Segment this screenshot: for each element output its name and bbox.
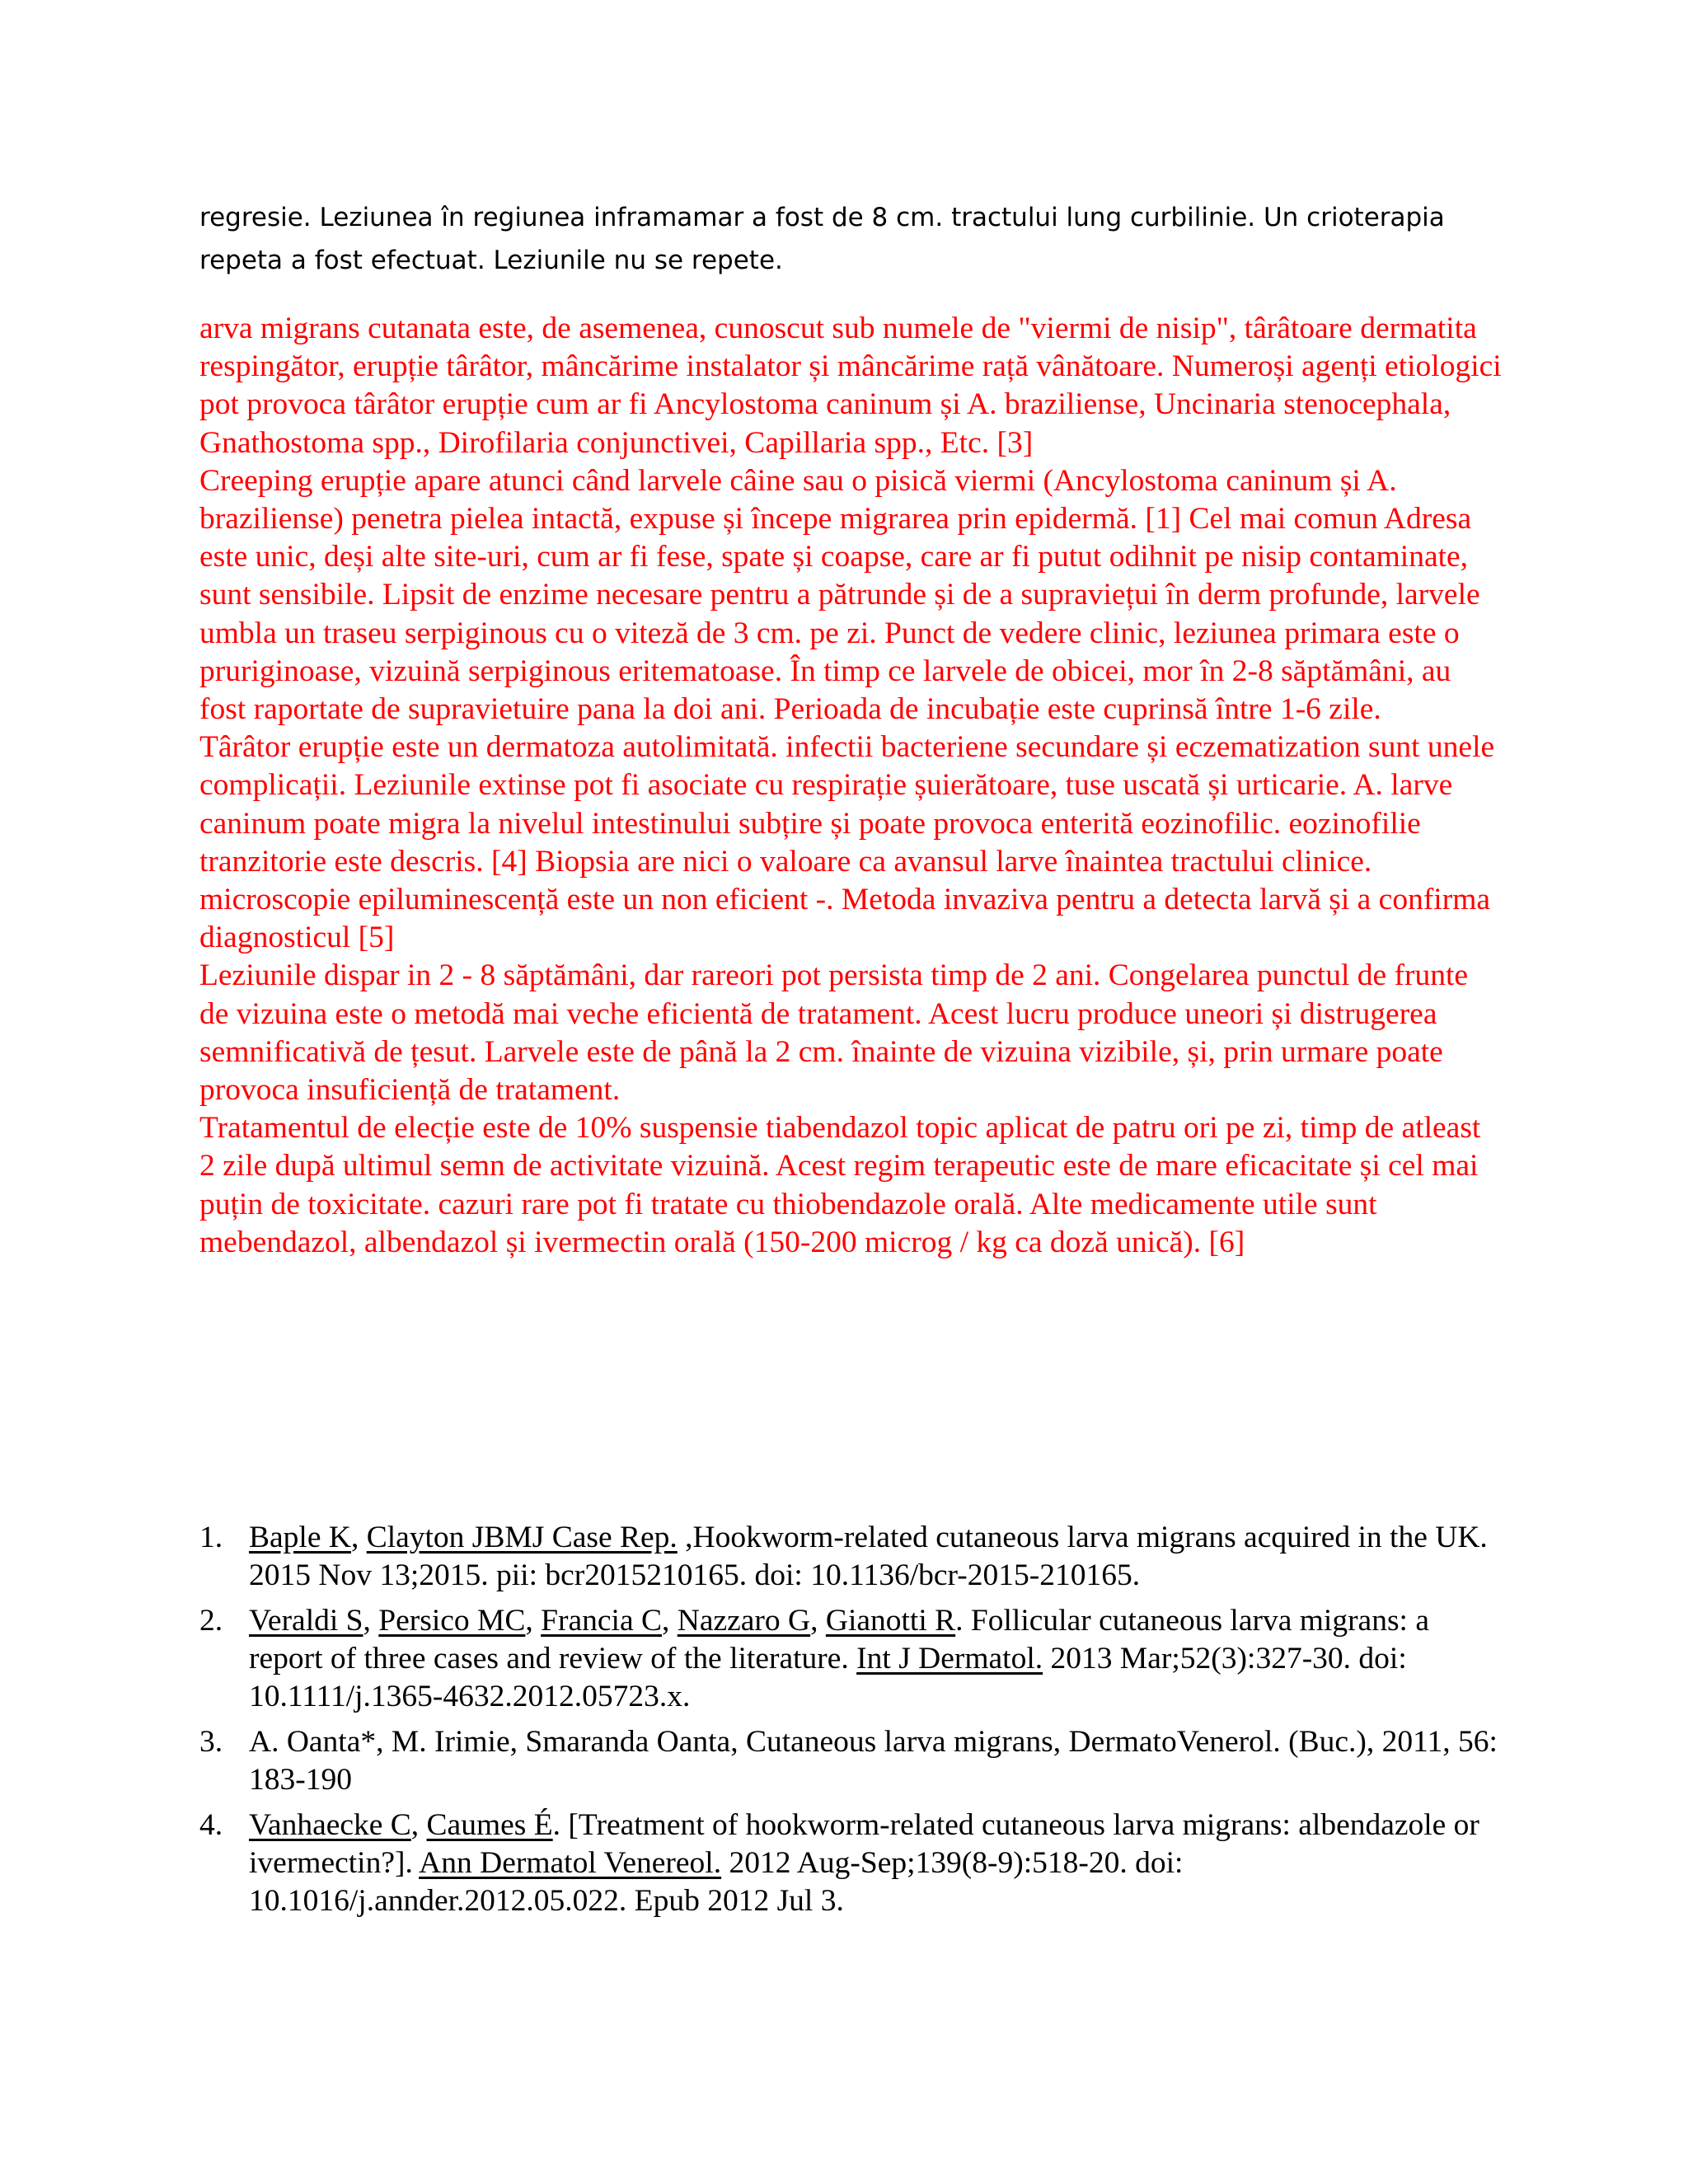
reference-item-3 xyxy=(199,1723,1502,1799)
body-paragraph-5: Tratamentul de elecție este de 10% suspensie tiabendazol topic aplicat de patru ori pe zi, timp de atleast 2 zile după ultimul semn de activitate vizuină. Acest regim terapeutic este de mare eficacitate și cel mai puțin de toxicitate. cazuri rare pot fi tratate cu thiobendazole orală. Alte medicamente utile sunt mebendazol, albendazol și ivermectin orală (150-200 microg / kg ca doză unică). [6] xyxy=(199,1111,1481,1259)
author-link[interactable]: Caumes É xyxy=(426,1808,553,1842)
reference-number: 1. xyxy=(199,1521,223,1554)
author-link[interactable]: Francia C xyxy=(541,1604,662,1638)
journal-link[interactable]: Int J Dermatol. xyxy=(856,1642,1043,1675)
reference-text: A. Oanta*, M. Irimie, Smaranda Oanta, Cutaneous larva migrans, DermatoVenerol. (Buc.), 2011, 56: 183-190 xyxy=(249,1725,1498,1797)
body-paragraph-2: Creeping erupție apare atunci când larvele câine sau o pisică viermi (Ancylostoma caninum și A. braziliense) penetra pielea intactă, expuse și începe migrarea prin epidermă. [1] Cel mai comun Adresa este unic, deși alte site-uri, cum ar fi fese, spate și coapse, care ar fi putut odihnit pe nisip contaminate, sunt sensibile. Lipsit de enzime necesare pentru a pătrunde și de a supraviețui în derm profunde, larvele umbla un traseu serpiginous cu o viteză de 3 cm. pe zi. Punct de vedere clinic, leziunea primara este o pruriginoase, vizuină serpiginous eritematoase. În timp ce larvele de obicei, mor în 2-8 săptămâni, au fost raportate de supravietuire pana la doi ani. Perioada de incubație este cuprinsă între 1-6 zile. xyxy=(199,463,1480,727)
author-link[interactable]: Gianotti R xyxy=(825,1604,956,1638)
body-paragraph-1: arva migrans cutanata este, de asemenea, cunoscut sub numele de "viermi de nisip", târâtoare dermatita respingător, erupție târâtor, mâncărime instalator și mâncărime rață vânătoare. Numeroși agenți etiologici pot provoca târâtor erupție cum ar fi Ancylostoma caninum și A. braziliense, Uncinaria stenocephala, Gnathostoma spp., Dirofilaria conjunctivei, Capillaria spp., Etc. [3] xyxy=(199,312,1502,460)
article-body xyxy=(199,310,1502,1262)
author-link[interactable]: Nazzaro G xyxy=(677,1604,811,1638)
author-link[interactable]: Veraldi S xyxy=(249,1604,363,1638)
reference-text: . Follicular cutaneous larva migrans: a report of three cases and review of the literature. xyxy=(249,1604,1429,1675)
reference-number: 3. xyxy=(199,1725,223,1759)
separator: , xyxy=(350,1521,367,1554)
reference-list xyxy=(199,1519,1502,1928)
reference-text: ,Hookworm-related cutaneous larva migrans acquired in the UK. 2015 Nov 13;2015. pii: bcr2015210165. doi: 10.1136/bcr-2015-210165. xyxy=(249,1521,1488,1592)
reference-number: 2. xyxy=(199,1604,223,1638)
reference-text: . [Treatment of hookworm-related cutaneous larva migrans: albendazole or ivermectin?]. xyxy=(249,1808,1479,1880)
author-link[interactable]: Vanhaecke C xyxy=(249,1808,411,1842)
author-link[interactable]: Persico MC xyxy=(378,1604,526,1638)
separator: , xyxy=(363,1604,379,1638)
separator: , xyxy=(662,1604,678,1638)
separator: , xyxy=(525,1604,542,1638)
author-link[interactable]: Baple K xyxy=(249,1521,351,1554)
reference-number: 4. xyxy=(199,1808,223,1842)
author-link[interactable]: Clayton JBMJ Case Rep. xyxy=(366,1521,678,1554)
reference-text: 2013 Mar;52(3):327-30. doi: 10.1111/j.1365-4632.2012.05723.x. xyxy=(249,1642,1407,1713)
body-paragraph-4: Leziunile dispar in 2 - 8 săptămâni, dar rareori pot persista timp de 2 ani. Congelarea punctul de frunte de vizuina este o metodă mai veche eficientă de tratament. Acest lucru produce uneori și distrugerea semnificativă de țesut. Larvele este de până la 2 cm. înainte de vizuina vizibile, și, prin urmare poate provoca insuficiență de tratament. xyxy=(199,958,1469,1108)
reference-item-2 xyxy=(199,1602,1502,1716)
separator: , xyxy=(410,1808,427,1842)
reference-item-1 xyxy=(199,1519,1502,1595)
journal-link[interactable]: Ann Dermatol Venereol. xyxy=(419,1846,722,1880)
reference-text: 2012 Aug-Sep;139(8-9):518-20. doi: 10.1016/j.annder.2012.05.022. Epub 2012 Jul 3. xyxy=(249,1846,1184,1918)
separator: , xyxy=(810,1604,826,1638)
body-paragraph-3: Târâtor erupție este un dermatoza autolimitată. infectii bacteriene secundare și eczematization sunt unele complicații. Leziunile extinse pot fi asociate cu respirație șuierătoare, tuse uscată și urticarie. A. larve caninum poate migra la nivelul intestinului subțire și poate provoca enterită eozinofilic. eozinofilie tranzitorie este descris. [4] Biopsia are nici o valoare ca avansul larve înaintea tractului clinice. microscopie epiluminescență este un non eficient -. Metoda invaziva pentru a detecta larvă și a confirma diagnosticul [5] xyxy=(199,730,1495,955)
reference-item-4 xyxy=(199,1807,1502,1920)
intro-paragraph: regresie. Leziunea în regiunea inframamar a fost de 8 cm. tractului lung curbilinie. Un crioterapia repeta a fost efectuat. Leziunile nu se repete. xyxy=(199,203,1445,275)
